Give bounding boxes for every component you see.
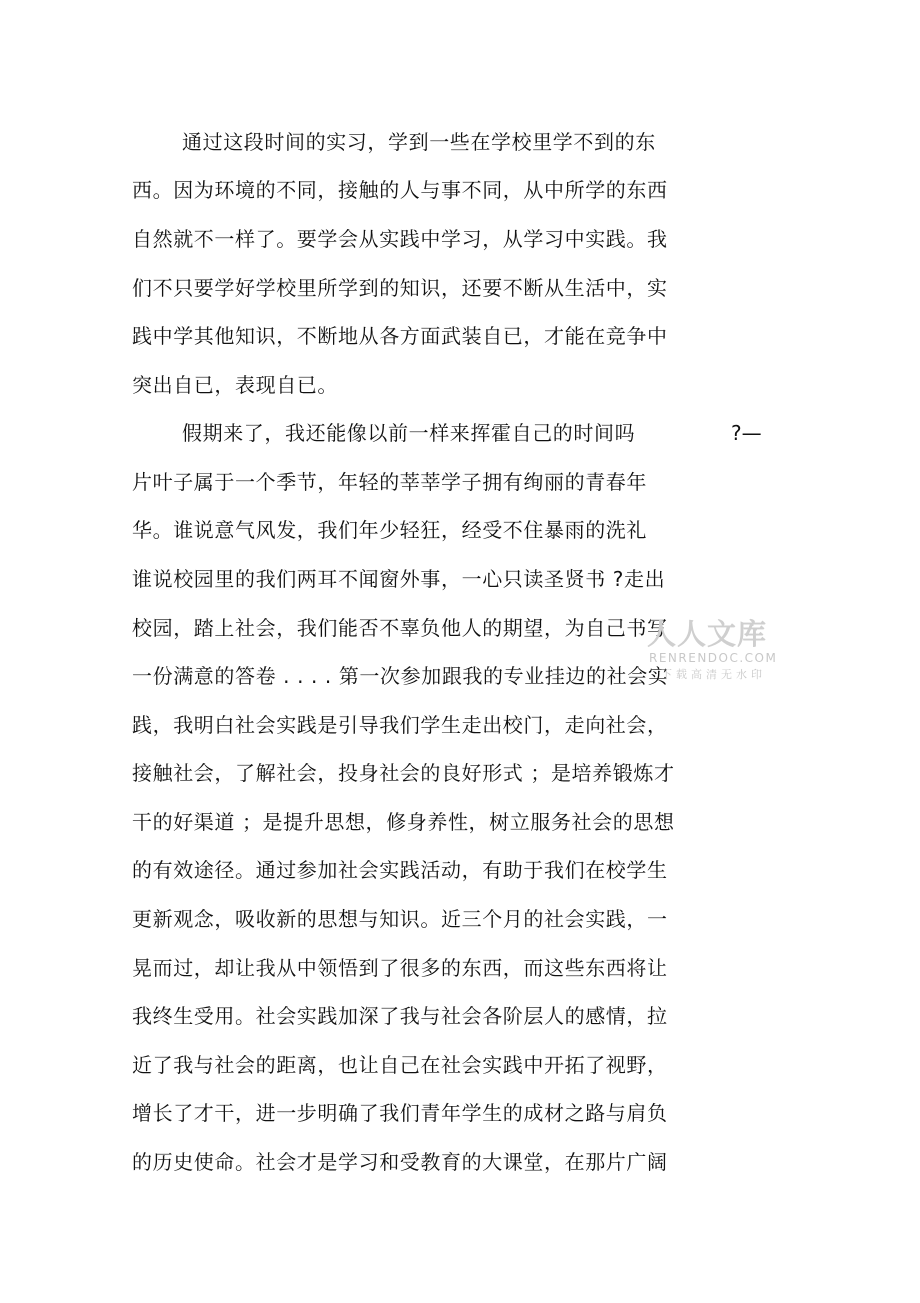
paragraph-2-line-2: 华。谁说意气风发，我们年少轻狂，经受不住暴雨的洗礼 [132,518,647,542]
paragraph-2-line-1: 片叶子属于一个季节，年轻的莘莘学子拥有绚丽的青春年 [132,470,647,494]
paragraph-2-line-7: 接触社会，了解社会，投身社会的良好形式 ；是培养锻炼才 [132,761,675,785]
paragraph-2-line-14: 增长了才干，进一步明确了我们青年学生的成材之路与肩负 [132,1101,668,1125]
paragraph-2-line-6: 践，我明白社会实践是引导我们学生走出校门，走向社会， [132,713,668,737]
paragraph-1-line-3: 自然就不一样了。要学会从实践中学习，从学习中实践。我 [132,227,668,251]
paragraph-1-line-6: 突出自已，表现自已。 [132,373,338,397]
paragraph-1-line-2: 西。因为环境的不同，接触的人与事不同，从中所学的东西 [132,178,668,202]
watermark-title: 人人文库 [647,617,768,651]
paragraph-2-first-line-end: ?— [731,421,762,445]
paragraph-2-line-10: 更新观念，吸收新的思想与知识。近三个月的社会实践，一 [132,907,668,931]
paragraph-2-line-8: 干的好渠道 ；是提升思想，修身养性，树立服务社会的思想 [132,810,675,834]
watermark-subtitle: 下载高清无水印 [661,668,766,681]
paragraph-2-line-13: 近了我与社会的距离，也让自己在社会实践中开拓了视野， [132,1053,668,1077]
paragraph-2-line-11: 晃而过，却让我从中领悟到了很多的东西，而这些东西将让 [132,956,668,980]
paragraph-1-line-1: 通过这段时间的实习，学到一些在学校里学不到的东 [182,130,656,154]
paragraph-1-line-4: 们不只要学好学校里所学到的知识，还要不断从生活中，实 [132,276,668,300]
paragraph-2-line-12: 我终生受用。社会实践加深了我与社会各阶层人的感情，拉 [132,1004,668,1028]
paragraph-1-line-5: 践中学其他知识，不断地从各方面武装自已，才能在竞争中 [132,324,668,348]
paragraph-2-line-9: 的有效途径。通过参加社会实践活动，有助于我们在校学生 [132,858,668,882]
paragraph-2-line-4: 校园，踏上社会，我们能否不辜负他人的期望，为自己书写 [132,616,668,640]
paragraph-2-line-15: 的历史使命。社会才是学习和受教育的大课堂，在那片广阔 [132,1150,668,1174]
paragraph-2-line-5: 一份满意的答卷 . . . . 第一次参加跟我的专业挂边的社会实 [132,664,669,688]
paragraph-2-first-line: 假期来了，我还能像以前一样来挥霍自己的时间吗 [182,421,636,445]
watermark-domain: RENRENDOC.COM [649,651,778,665]
paragraph-2-line-3: 谁说校园里的我们两耳不闻窗外事，一心只读圣贤书 ?走出 [132,567,666,591]
